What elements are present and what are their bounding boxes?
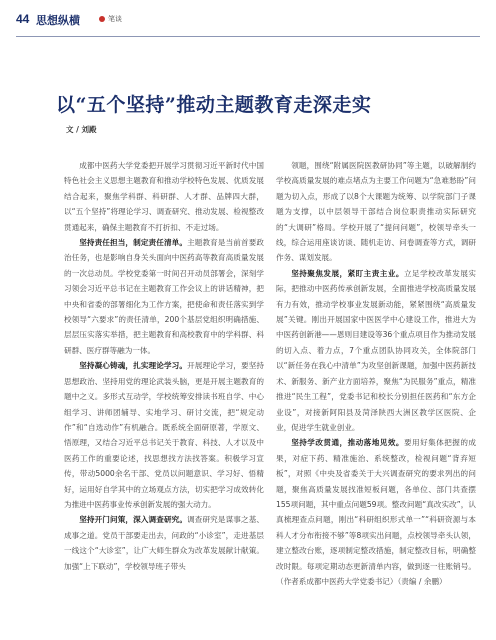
paragraph: 坚持凝心铸魂，扎实理论学习。开展理论学习，要坚持思想政治、坚持用党的理论武装头脑，更是开展主题教育的题中之义。多形式互动学，学校统筹安排读书班自学、中心组学习、讲师团辅导、实地学习、研讨交流，把“规定动作”和“自选动作”有机融合。既系统全面研原著，学原文、悟原理，又结合习近平总书记关于教育、科技、人才以及中医药工作的重要论述，找思想找方法找答案。积极学习宣传，带动5000余名干部、党员以问题意识、学习好、悟精好，运用好自学其中的立场观点方法，切实把学习成效转化为推进中医药事业传承创新发展的强大动力。	[64, 361, 265, 509]
paragraph: 领题，围绕“附属医院医教研协同”等主题，以破解制约学校高质量发展的难点堵点为主要工作问题为“急难愁盼”问题为切入点，形成了以8个大课题为统筹、以学院部门子课题为支撑，以中层领导干部结合岗位职责推动实际研究的“大调研”格局。学校开展了“提问问题”，校领导牵头一线，综合运用座谈访谈、随机走访、问卷调查等方式，调研作务、谋划发展。	[276, 161, 476, 263]
paragraph: 坚持聚焦发展，紧盯主责主业。立足学校改革发展实际，把推动中医药传承创新发展，全面推进学校高质量发展有力有效，推动学校事业发展新动能，紧紧围绕“高质量发展”关键。刚出开展国家中医医学中心建设工作，推进大为中医药创新港——恩则目建设等36个重点项目作为推动发展的切入点、着力点，7个重点团队协同攻关，全体院部门以“新任务在我心中清单”为攻坚创新课题，加强中医药新技术、新服务、新产业方面培养，聚焦“为民服务”重点，精准推进“民生工程”，党委书记和校长分别担任医药和“东方企业设”，对接新阿阳县及菏泽陕西大洲区教学区医院、企业，促进学生就业创业。	[276, 268, 477, 432]
paragraph: 坚持开门问策，深入调查研究。调查研究是谋事之基、成事之道。党员干部要走出去，问政的“小诊室”，走进基层一线这个“大诊室”，让广大师生群众为改革发展献计献策。加强“上下联动”，学校领导班子带头	[64, 515, 265, 571]
paragraph: 成都中医药大学党委把开展学习贯彻习近平新时代中国特色社会主义思想主题教育和推动学校特色发展、优质发展结合起来，聚焦学科群、科研群、人才群、品牌四大群，以“五个坚持”将理论学习、调查研究、推动发展、检视整改贯通起来，确保主题教育不打折扣、不走过场。	[64, 161, 264, 232]
article-column-left	[64, 158, 264, 574]
article-title: 以“五个坚持”推动主题教育走深走实	[56, 94, 372, 116]
paragraph: 坚持责任担当，制定责任清单。主题教育是当前首要政治任务，也是影响自身关头面向中医药高等教育高质量发展的一次总动员。学校党委第一时间召开动员部署会，深刻学习领会习近平总书记在主题教育工作会议上的讲话精神，把中央和省委的部署细化为工作方案，把使命和责任落实到学校领导“六要求”的责任清单，200个基层党组织明确措施、层层压实落实举措，把主题教育和高校教育中的学科群、科研群、医疗群等融为一体。	[64, 238, 265, 355]
section-dot-icon	[99, 16, 105, 22]
paragraph-lead: 坚持开门问策，深入调查研究。	[79, 515, 188, 525]
paragraph-lead: 坚持学改贯通，推动落地见效。	[291, 438, 404, 448]
paragraph: 坚持学改贯通，推动落地见效。要用好集体把握的成果，对症下药、精准施治、系统整改，检视问题“背弃短板”，对照《中央及省委关于大兴调查研究的要求列出的问题，聚焦高质量发展找准短板问题，各单位、部门共查摆155项问题，其中重点问题59项。整改问题“真改实改”，认真梳理查点问题，刚出“科研组织形式单一”“科研资源与本科人才分布衔接不够”等8项实出问题，点校领导牵头认领，建立整改台账，逐项制定整改措施，制定整改目标，明确整改时限。每项定期动态更新清单内容，做到逐一往账销号。（作者系成都中医药大学党委书记）（责编 / 余鹏）	[276, 438, 477, 586]
article-column-right	[276, 158, 476, 589]
paragraph-lead: 坚持凝心铸魂，扎实理论学习。	[79, 361, 188, 371]
header-rule	[16, 36, 480, 37]
section-title: 思想纵横	[36, 14, 80, 27]
section-tag: 笔谈	[108, 15, 122, 23]
page-header	[0, 12, 496, 28]
paragraph-lead: 坚持责任担当，制定责任清单。	[79, 238, 188, 248]
page-number: 44	[16, 12, 30, 26]
paragraph-lead: 坚持聚焦发展，紧盯主责主业。	[291, 268, 404, 278]
article-byline: 文 / 刘殿	[66, 125, 97, 134]
